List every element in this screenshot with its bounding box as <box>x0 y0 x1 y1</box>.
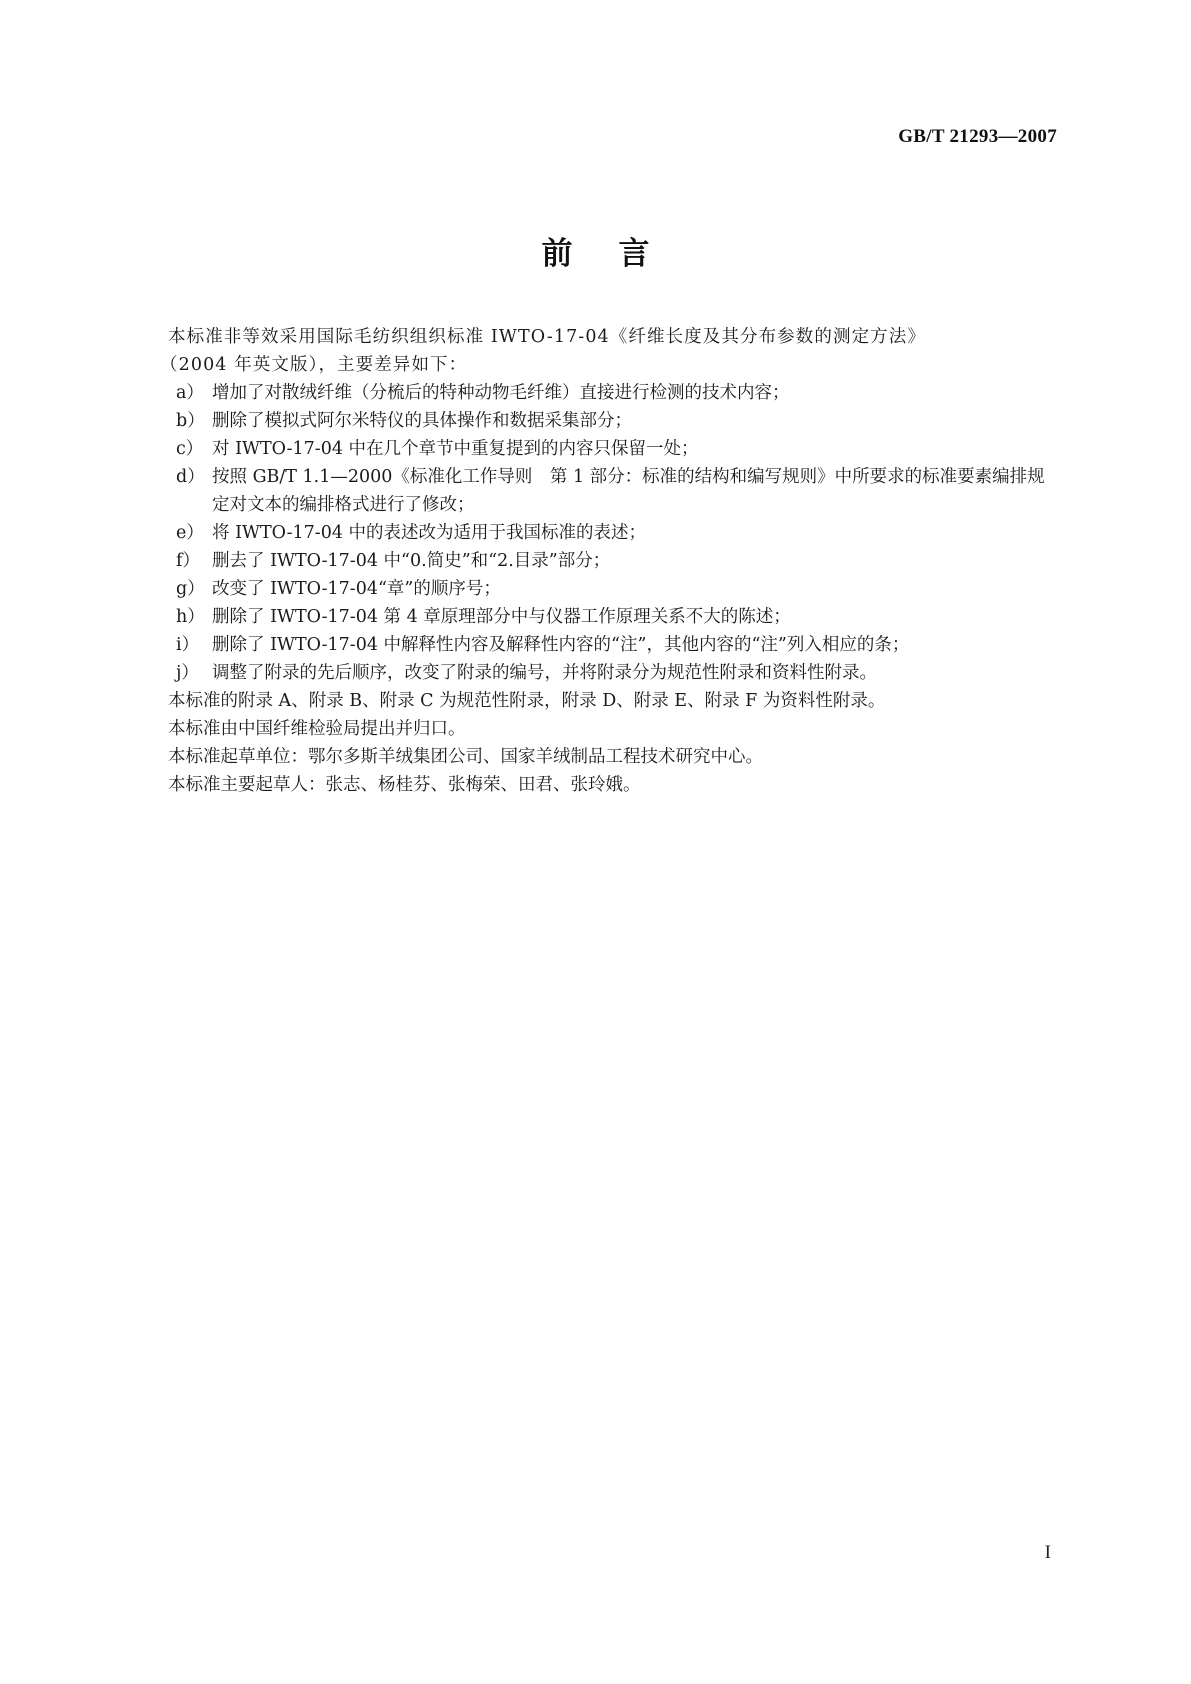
list-item <box>168 547 1058 575</box>
list-text: 按照 GB/T 1.1—2000《标准化工作导则 第 1 部分：标准的结构和编写规则》中所要求的标准要素编排规定对文本的编排格式进行了修改； <box>212 467 1045 515</box>
list-marker: f） <box>176 551 200 571</box>
list-item <box>168 631 1058 659</box>
list-text: 增加了对散绒纤维（分梳后的特种动物毛纤维）直接进行检测的技术内容； <box>212 383 790 403</box>
list-item <box>168 379 1058 407</box>
document-body <box>160 323 1058 799</box>
list-marker: i） <box>176 635 200 655</box>
page-number: I <box>1044 1542 1051 1563</box>
list-text: 调整了附录的先后顺序，改变了附录的编号，并将附录分为规范性附录和资料性附录。 <box>212 663 877 683</box>
drafters-statement: 本标准主要起草人：张志、杨桂芬、张梅荣、田君、张玲娥。 <box>168 775 641 795</box>
list-text: 对 IWTO-17-04 中在几个章节中重复提到的内容只保留一处； <box>212 439 699 459</box>
list-marker: h） <box>176 607 205 627</box>
drafting-units-statement: 本标准起草单位：鄂尔多斯羊绒集团公司、国家羊绒制品工程技术研究中心。 <box>168 747 763 767</box>
list-text: 删除了模拟式阿尔米特仪的具体操作和数据采集部分； <box>212 411 632 431</box>
list-text: 改变了 IWTO-17-04“章”的顺序号； <box>212 579 501 599</box>
list-marker: e） <box>176 523 204 543</box>
intro-line-1: 本标准非等效采用国际毛纺织组织标准 IWTO-17-04《纤维长度及其分布参数的测定方法》 <box>168 327 926 347</box>
list-text: 删除了 IWTO-17-04 第 4 章原理部分中与仪器工作原理关系不大的陈述； <box>212 607 791 627</box>
standard-code: GB/T 21293—2007 <box>898 126 1057 147</box>
list-marker: d） <box>176 467 205 487</box>
intro-paragraph <box>160 323 1058 379</box>
list-marker: b） <box>176 411 205 431</box>
appendix-statement: 本标准的附录 A、附录 B、附录 C 为规范性附录，附录 D、附录 E、附录 F 为资料性附录。 <box>168 691 886 711</box>
list-item <box>168 603 1058 631</box>
difference-list <box>168 379 1058 687</box>
page-title: 前言 <box>541 236 696 272</box>
list-marker: a） <box>176 383 204 403</box>
list-item <box>168 407 1058 435</box>
list-item <box>168 463 1058 519</box>
proposer-statement: 本标准由中国纤维检验局提出并归口。 <box>168 719 466 739</box>
list-item <box>168 519 1058 547</box>
list-item <box>168 659 1058 687</box>
list-marker: g） <box>176 579 205 599</box>
list-text: 删去了 IWTO-17-04 中“0.简史”和“2.目录”部分； <box>212 551 611 571</box>
intro-line-2: （2004 年英文版），主要差异如下： <box>160 355 468 375</box>
list-item <box>168 435 1058 463</box>
list-item <box>168 575 1058 603</box>
list-text: 将 IWTO-17-04 中的表述改为适用于我国标准的表述； <box>212 523 647 543</box>
list-marker: j） <box>176 663 199 683</box>
list-marker: c） <box>176 439 204 459</box>
list-text: 删除了 IWTO-17-04 中解释性内容及解释性内容的“注”，其他内容的“注”列入相应的条； <box>212 635 910 655</box>
